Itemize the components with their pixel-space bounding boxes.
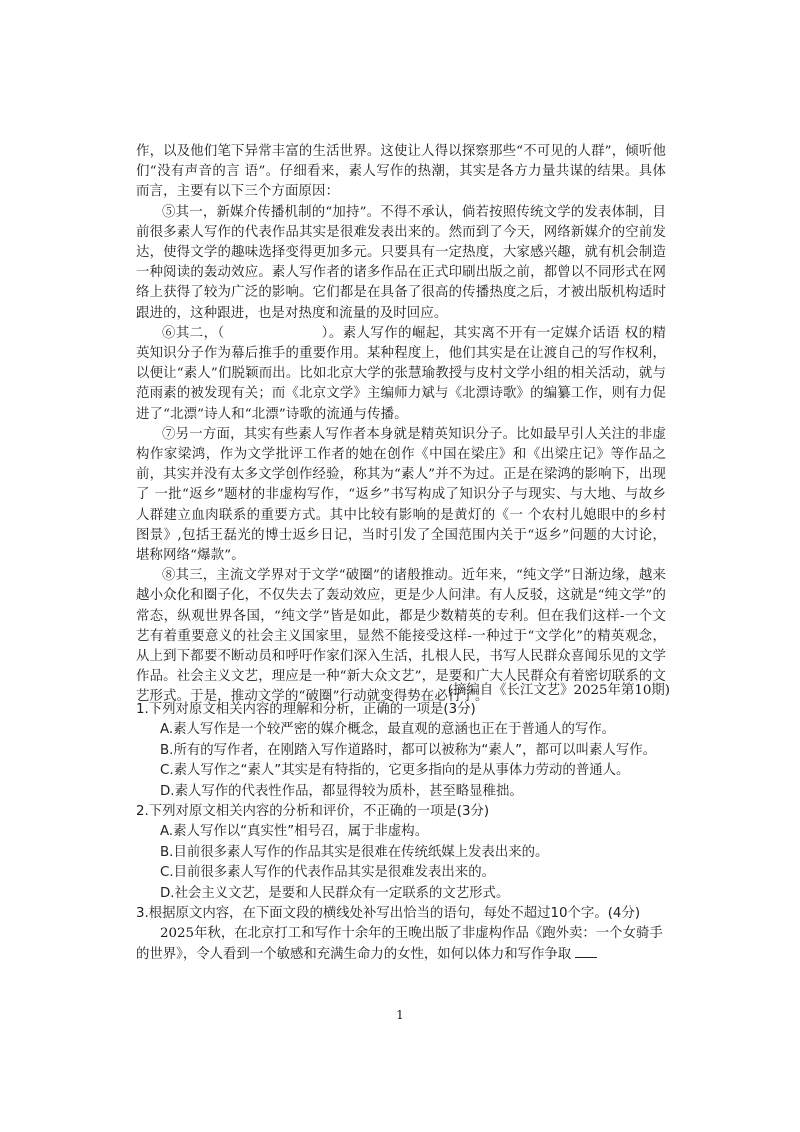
paragraph-continued: 作，以及他们笔下异常丰富的生活世界。这使让人得以探察那些“不可见的人群”，倾听他们“没有声音的言 语”。仔细看来，素人写作的热潮，其实是各方力量共谋的结果。具体而言，主要有以下三个方面原因： (136, 144, 666, 200)
question-2-option-a: A.素人写作以“真实性”相号召，属于非虚构。 (160, 824, 429, 840)
question-2-stem: 2.下列对原文相关内容的分析和评价，不正确的一项是(3分) (136, 804, 490, 820)
question-1-option-b: B.所有的写作者，在刚踏入写作道路时，都可以被称为“素人”，都可以叫素人写作。 (160, 742, 656, 758)
question-2-option-b: B.目前很多素人写作的作品其实是很难在传统纸媒上发表出来的。 (160, 844, 549, 860)
question-1-option-c: C.素人写作之“素人”其实是有特指的，它更多指向的是从事体力劳动的普通人。 (160, 763, 630, 779)
paragraph-7: ⑦另一方面，其实有些素人写作者本身就是精英知识分子。比如最早引人关注的非虚构作家梁鸿，作为文学批评工作者的她在创作《中国在梁庄》和《出梁庄记》等作品之前，其实并没有太多文学创作经验，称其为“素人”并不为过。正是在梁鸿的影响下，出现了 一批“返乡”题材的非虚构写作，“返乡”书写构成了知识分子与现实、与大地、与故乡人群建立血肉联系的重要方式。其中比较有影响的是黄灯的《一 个农村儿媳眼中的乡村图景》,包括王磊光的博士返乡日记，当时引发了全国范围内关于“返乡”问题的大讨论，堪称网络“爆款”。 (136, 426, 666, 564)
question-1-option-a: A.素人写作是一个较严密的媒介概念，最直观的意涵也正在于普通人的写作。 (160, 722, 616, 738)
question-1-option-d: D.素人写作的代表性作品，都显得较为质朴，甚至略显稚拙。 (160, 783, 523, 799)
question-1-stem: 1.下列对原文相关内容的理解和分析，正确的一项是(3分) (136, 702, 476, 717)
answer-blank[interactable] (575, 945, 597, 958)
paragraph-8: ⑧其三，主流文学界对于文学“破圈”的诸般推动。近年来，“纯文学”日渐边缘，越来越小众化和圈子化，不仅失去了轰动效应，更是少人问津。有人反驳，这就是“纯文学”的常态，纵观世界各国，“纯文学”皆是如此，都是少数精英的专利。但在我们这样-一个文艺有着重要意义的社会主义国家里，显然不能接受这样-一种过于“文学化”的精英观念，从上到下都要不断动员和呼吁作家们深入生活，扎根人民，书写人民群众喜闻乐见的文学作品。社会主义文艺，理应是一种“新大众文艺”，是要和广大人民群众有着密切联系的文艺形式。于是，推动文学的“破圈”行动就变得势在必行了。 (136, 568, 666, 705)
paragraph-6: ⑥其二，（ ）。素人写作的崛起，其实离不开有一定媒介话语 权的精英知识分子作为幕后推手的重要作用。某种程度上，他们其实是在让渡自己的写作权利，以便让“素人”们脱颖而出。比如北京大学的张慧瑜教授与皮村文学小组的相关活动，就与范雨素的被发现有关；而《北京文学》主编师力斌与《北漂诗歌》的编纂工作，则有力促进了“北漂”诗人和“北漂”诗歌的流通与传播。 (136, 325, 666, 422)
question-3-stem: 3.根据原文内容，在下面文段的横线处补写出恰当的语句，每处不超过10个字。(4分) (136, 906, 641, 922)
question-3-body (136, 924, 666, 965)
source-citation: (摘编自《长江文艺》2025年第10期) (447, 683, 670, 698)
paragraph-5: ⑤其一，新媒介传播机制的“加持”。不得不承认，倘若按照传统文学的发表体制，目前很多素人写作的代表作品其实是很难发表出来的。然而到了今天，网络新媒介的空前发达，使得文学的趣味选择变得更加多元。只要具有一定热度，大家感兴趣，就有机会制造一种阅读的轰动效应。素人写作者的诸多作品在正式印刷出版之前，都曾以不同形式在网络上获得了较为广泛的影响。它们都是在具备了很高的传播热度之后，才被出版机构适时跟进的，这种跟进，也是对热度和流量的及时回应。 (136, 204, 666, 321)
questions-section (136, 700, 666, 965)
question-2-option-d: D.社会主义文艺，是要和人民群众有一定联系的文艺形式。 (160, 885, 510, 901)
page-number: 1 (396, 1008, 404, 1022)
question-3-text: 2025年秋，在北京打工和写作十余年的王晚出版了非虚构作品《跑外卖：一个女骑手的世界》，令人看到一个敏感和充满生命力的女性，如何以体力和写作争取 (136, 926, 663, 962)
question-2-option-c: C.目前很多素人写作的代表作品其实是很难发表出来的。 (160, 865, 495, 881)
passage-text (136, 142, 666, 708)
